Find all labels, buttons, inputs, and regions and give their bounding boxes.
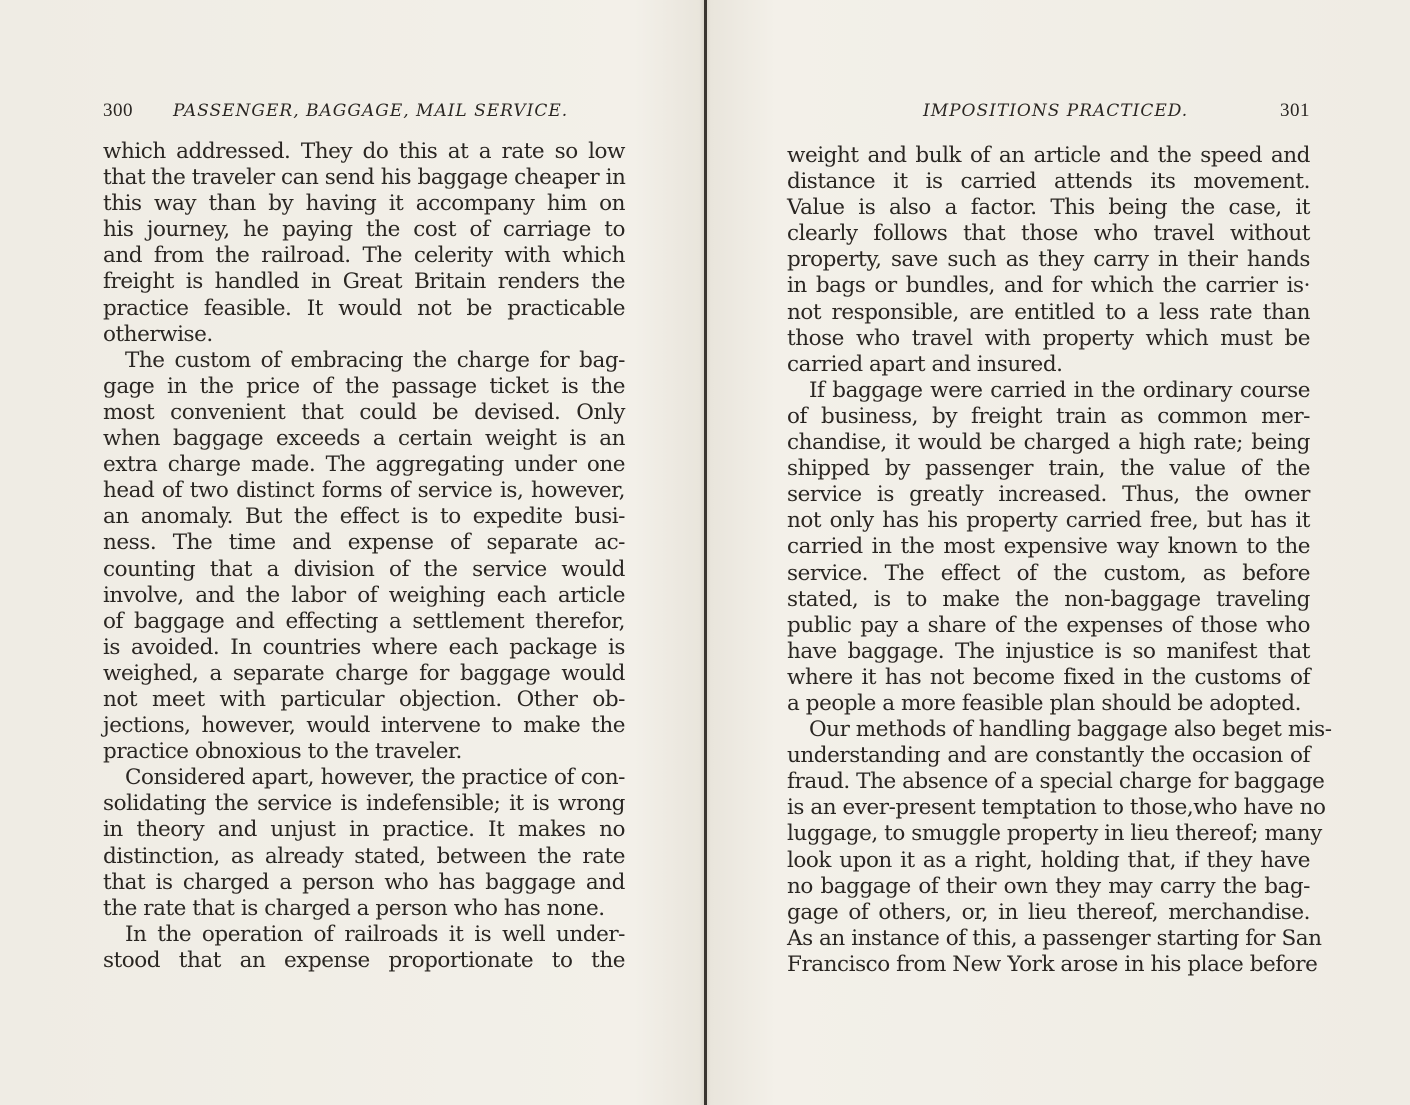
text-line: head of two distinct forms of service is, however, <box>103 478 625 504</box>
text-line: gage of others, or, in lieu thereof, merchandise. <box>787 899 1310 925</box>
text-line: and from the railroad. The celerity with which <box>103 243 625 269</box>
text-line: carried apart and insured. <box>787 351 1063 377</box>
text-line: shipped by passenger train, the value of the <box>787 456 1310 482</box>
text-line: not only has his property carried free, but has it <box>787 508 1310 534</box>
text-line: luggage, to smuggle property in lieu thereof; many <box>787 821 1322 847</box>
text-line: that is charged a person who has baggage and <box>103 869 625 895</box>
text-line: weight and bulk of an article and the speed and <box>787 143 1310 168</box>
text-line: freight is handled in Great Britain renders the <box>103 269 625 295</box>
text-line: his journey, he paying the cost of carriage to <box>103 217 625 243</box>
text-line: not meet with particular objection. Other ob- <box>103 686 625 712</box>
text-line: As an instance of this, a passenger starting for San <box>787 925 1322 951</box>
text-line: practice obnoxious to the traveler. <box>103 739 462 765</box>
text-line: distinction, as already stated, between the rate <box>103 843 625 869</box>
text-line: The custom of embracing the charge for bag- <box>125 347 625 373</box>
text-line: extra charge made. The aggregating under one <box>103 452 625 478</box>
right-page <box>707 0 1410 1105</box>
text-line: fraud. The absence of a special charge for baggage <box>787 769 1325 795</box>
text-line: otherwise. <box>103 321 213 347</box>
text-line: of business, by freight train as common mer- <box>787 403 1310 429</box>
text-line: look upon it as a right, holding that, if they have <box>787 847 1310 873</box>
text-line: carried in the most expensive way known to the <box>787 534 1310 560</box>
right-page-body <box>787 143 1332 978</box>
text-line: Francisco from New York arose in his place before <box>787 951 1318 977</box>
text-line: the rate that is charged a person who has none. <box>103 895 605 921</box>
text-line: in theory and unjust in practice. It makes no <box>103 817 625 843</box>
text-line: service. The effect of the custom, as before <box>787 560 1310 586</box>
left-page-number: 300 <box>103 100 133 121</box>
text-line: in bags or bundles, and for which the carrier is· <box>787 273 1310 299</box>
text-line: involve, and the labor of weighing each article <box>103 582 625 608</box>
left-page-body <box>103 139 625 974</box>
text-line: clearly follows that those who travel without <box>787 221 1310 247</box>
text-line: is an ever-present temptation to those,who have no <box>787 795 1326 821</box>
text-line: public pay a share of the expenses of those who <box>787 612 1310 638</box>
text-line: not responsible, are entitled to a less rate than <box>787 299 1310 325</box>
text-line: when baggage exceeds a certain weight is an <box>103 426 625 452</box>
text-line: most convenient that could be devised. Only <box>103 399 625 425</box>
text-line: this way than by having it accompany him on <box>103 191 625 217</box>
text-line: Our methods of handling baggage also beget mis- <box>809 717 1332 743</box>
text-line: weighed, a separate charge for baggage would <box>103 660 625 686</box>
text-line: which addressed. They do this at a rate so low <box>103 139 625 164</box>
left-running-title: PASSENGER, BAGGAGE, MAIL SERVICE. <box>173 101 569 121</box>
left-page-header <box>103 100 625 124</box>
text-line: distance it is carried attends its movement. <box>787 169 1310 195</box>
text-line: ness. The time and expense of separate ac- <box>103 530 625 556</box>
text-line: chandise, it would be charged a high rate; being <box>787 430 1310 456</box>
text-line: understanding and are constantly the occasion of <box>787 743 1310 769</box>
text-line: have baggage. The injustice is so manifest that <box>787 638 1310 664</box>
text-line: property, save such as they carry in their hands <box>787 247 1310 273</box>
text-line: those who travel with property which must be <box>787 325 1310 351</box>
left-page <box>0 0 704 1105</box>
text-line: is avoided. In countries where each package is <box>103 634 625 660</box>
text-line: If baggage were carried in the ordinary course <box>809 377 1310 403</box>
right-page-header <box>787 100 1310 124</box>
text-line: solidating the service is indefensible; it is wrong <box>103 791 625 817</box>
text-line: an anomaly. But the effect is to expedite busi- <box>103 504 625 530</box>
text-line: Value is also a factor. This being the case, it <box>787 195 1310 221</box>
text-line: that the traveler can send his baggage cheaper in <box>103 165 626 191</box>
text-line: stated, is to make the non-baggage traveling <box>787 586 1310 612</box>
text-line: where it has not become fixed in the customs of <box>787 664 1310 690</box>
text-line: In the operation of railroads it is well under- <box>125 921 625 947</box>
text-line: of baggage and effecting a settlement therefor, <box>103 608 625 634</box>
text-line: no baggage of their own they may carry the bag- <box>787 873 1310 899</box>
text-line: a people a more feasible plan should be adopted. <box>787 690 1301 716</box>
text-line: practice feasible. It would not be practicable <box>103 295 625 321</box>
text-line: counting that a division of the service would <box>103 556 625 582</box>
text-line: gage in the price of the passage ticket is the <box>103 373 625 399</box>
text-line: stood that an expense proportionate to the <box>103 947 625 973</box>
right-page-number: 301 <box>1280 100 1310 121</box>
text-line: jections, however, would intervene to make the <box>103 713 625 739</box>
right-running-title: IMPOSITIONS PRACTICED. <box>923 101 1189 121</box>
text-line: Considered apart, however, the practice of con- <box>125 765 625 791</box>
text-line: service is greatly increased. Thus, the owner <box>787 482 1310 508</box>
